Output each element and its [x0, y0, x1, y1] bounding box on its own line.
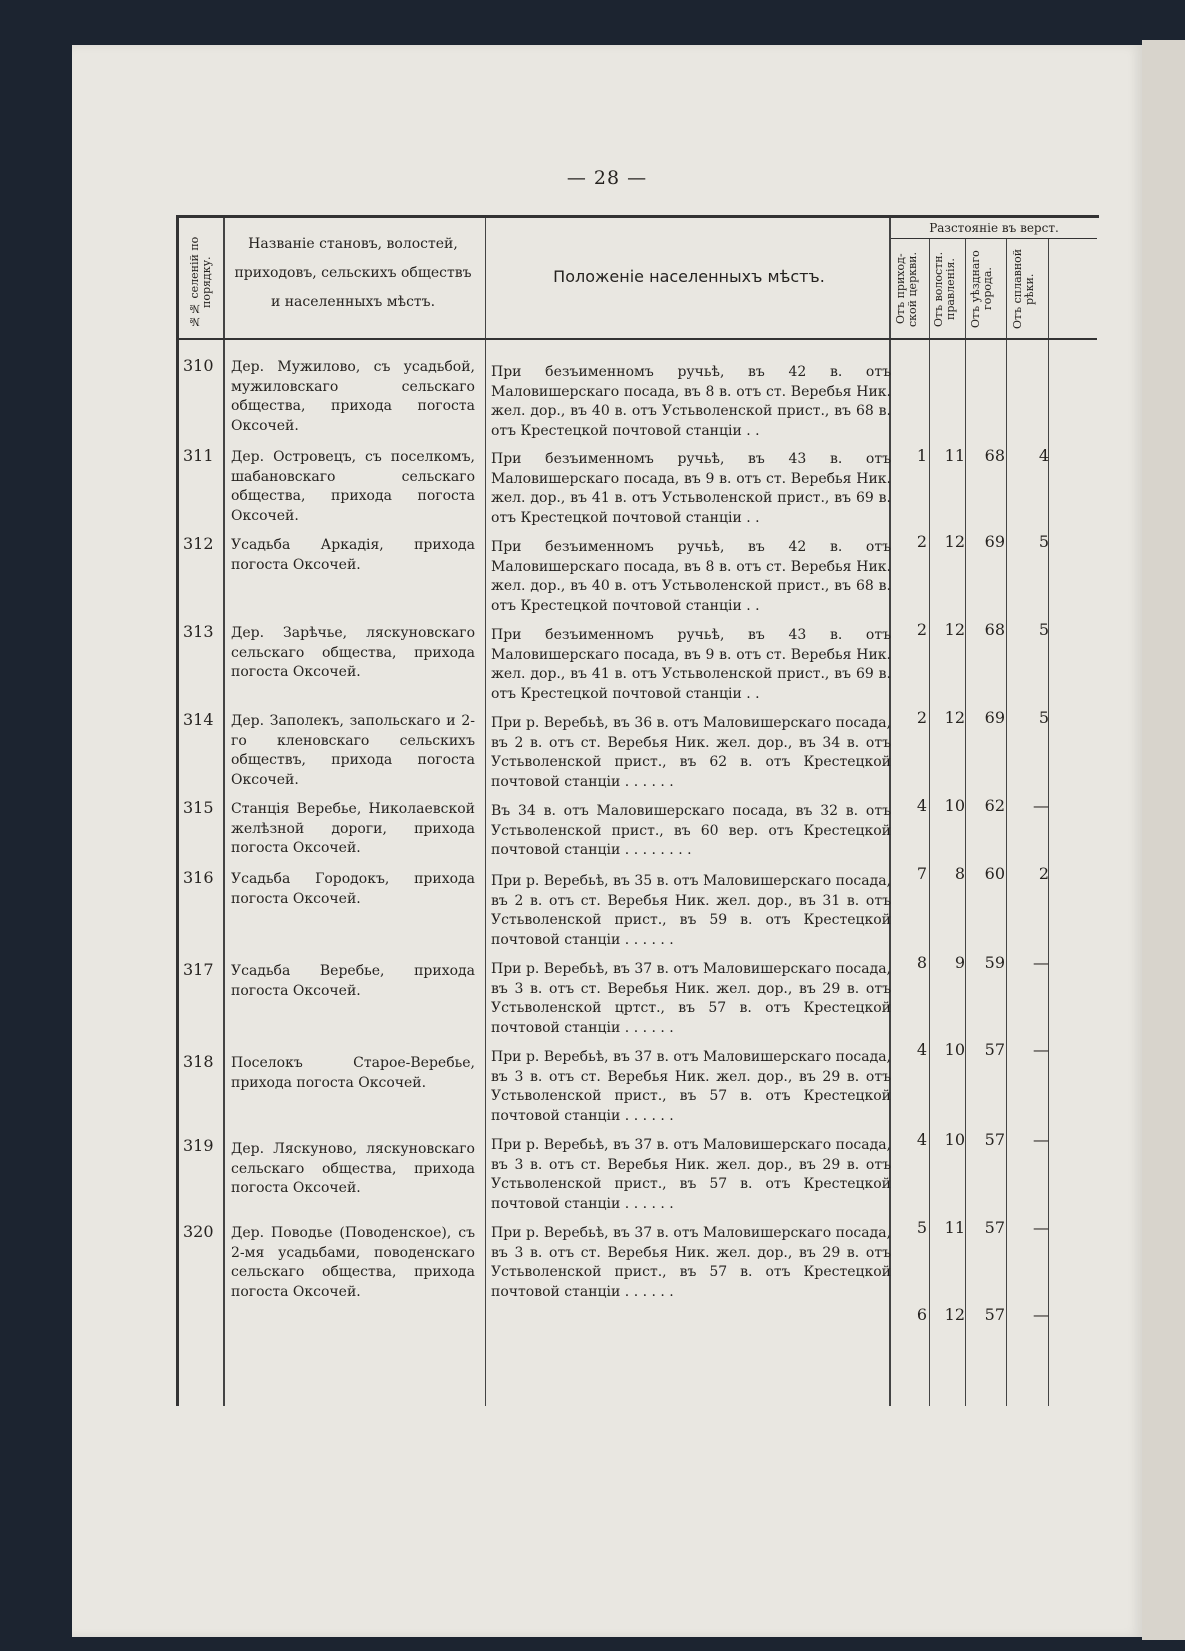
row-name: Поселокъ Старое-Веребье, прихода погоста Оксочей. — [231, 1055, 475, 1091]
dist-volost: 12 — [944, 620, 965, 639]
dist-church: 8 — [916, 953, 927, 972]
adjacent-page-edge — [1142, 40, 1185, 1640]
dist-volost: 11 — [944, 1218, 965, 1237]
dist-church: 2 — [916, 620, 927, 639]
row-position: При р. Веребьѣ, въ 37 в. отъ Маловишерскаго посада, въ 3 в. отъ ст. Веребья Ник. жел. дор., въ 29 в. отъ Устьволенской прист., въ 57 в. отъ Крестецкой почтовой станціи . . . . . . — [491, 1137, 891, 1212]
dist-river: 5 — [1038, 532, 1049, 551]
col-rule — [1006, 238, 1007, 1406]
dist-river: — — [1033, 1040, 1049, 1059]
row-number: 313 — [183, 622, 214, 641]
dist-town: 60 — [984, 864, 1005, 883]
dist-volost: 10 — [944, 796, 965, 815]
row-name: Дер. Островецъ, съ поселкомъ, шабановскаго сельскаго общества, прихода погоста Оксочей. — [231, 449, 475, 524]
row-position: При р. Веребьѣ, въ 37 в. отъ Маловишерскаго посада, въ 3 в. отъ ст. Веребья Ник. жел. дор., въ 29 в. отъ Устьволенской цртст., въ 57 в. отъ Крестецкой почтовой станціи . . . . . . — [491, 961, 891, 1036]
col-rule — [929, 238, 930, 1406]
header-name: Названіе становъ, волостей, приходовъ, сельскихъ обществъ и населенныхъ мѣстъ. — [234, 236, 472, 310]
dist-town: 57 — [984, 1218, 1005, 1237]
dist-volost: 12 — [944, 1305, 965, 1324]
row-position: При р. Веребьѣ, въ 37 в. отъ Маловишерскаго посада, въ 3 в. отъ ст. Веребья Ник. жел. дор., въ 29 в. отъ Устьволенской прист., въ 57 в. отъ Крестецкой почтовой станціи . . . . . . — [491, 1049, 891, 1124]
row-number: 319 — [183, 1136, 214, 1155]
row-number: 312 — [183, 534, 214, 553]
dist-river: 4 — [1038, 446, 1049, 465]
row-position: При р. Веребьѣ, въ 37 в. отъ Маловишерскаго посада, въ 3 в. отъ ст. Веребья Ник. жел. дор., въ 29 в. отъ Устьволенской прист., въ 57 в. отъ Крестецкой почтовой станціи . . . . . . — [491, 1225, 891, 1300]
dist-church: 4 — [916, 1040, 927, 1059]
row-number: 314 — [183, 710, 214, 729]
row-name: Усадьба Веребье, прихода погоста Оксочей. — [231, 963, 475, 999]
dist-church: 2 — [916, 532, 927, 551]
dist-volost: 12 — [944, 532, 965, 551]
dist-church: 2 — [916, 708, 927, 727]
dist-river: — — [1033, 1130, 1049, 1149]
header-num: №№ селеній по порядку. — [188, 236, 213, 328]
dist-river: — — [1033, 953, 1049, 972]
dist-town: 57 — [984, 1305, 1005, 1324]
row-number: 311 — [183, 446, 214, 465]
dist-church: 1 — [916, 446, 927, 465]
dist-church: 5 — [916, 1218, 927, 1237]
dist-river: — — [1033, 1218, 1049, 1237]
row-position: При безъименномъ ручьѣ, въ 43 в. отъ Маловишерскаго посада, въ 9 в. отъ ст. Веребья Ник. жел. дор., въ 41 в. отъ Устьволенской прист., въ 69 в. отъ Крестецкой почтовой станціи . . — [491, 451, 891, 526]
dist-river: 5 — [1038, 620, 1049, 639]
row-name: Дер. Мужилово, съ усадьбой, мужиловскаго сельскаго общества, прихода погоста Оксочей. — [231, 359, 475, 434]
row-name: Дер. Зарѣчье, ляскуновскаго сельскаго общества, прихода погоста Оксочей. — [231, 625, 475, 681]
distance-header-rule — [891, 238, 1097, 239]
header-dist-volost: Отъ волостн. правленія. — [932, 251, 957, 327]
header-distance: Разстояніе въ верст. — [929, 221, 1059, 235]
row-name: Усадьба Аркадія, прихода погоста Оксочей. — [231, 537, 475, 573]
row-position: При безъименномъ ручьѣ, въ 42 в. отъ Маловишерскаго посада, въ 8 в. отъ ст. Веребья Ник. жел. дор., въ 40 в. отъ Устьволенской прист., въ 68 в. отъ Крестецкой почтовой станціи . . — [491, 364, 891, 439]
dist-volost: 8 — [954, 864, 965, 883]
header-position: Положеніе населенныхъ мѣстъ. — [553, 267, 825, 286]
dist-church: 6 — [916, 1305, 927, 1324]
row-position: При безъименномъ ручьѣ, въ 42 в. отъ Маловишерскаго посада, въ 8 в. отъ ст. Веребья Ник. жел. дор., въ 40 в. отъ Устьволенской прист., въ 68 в. отъ Крестецкой почтовой станціи . . — [491, 539, 891, 614]
dist-river: 2 — [1038, 864, 1049, 883]
dist-volost: 10 — [944, 1130, 965, 1149]
header-rule — [179, 338, 1097, 340]
row-number: 317 — [183, 960, 214, 979]
dist-town: 57 — [984, 1130, 1005, 1149]
dist-volost: 11 — [944, 446, 965, 465]
dist-volost: 9 — [954, 953, 965, 972]
dist-church: 4 — [916, 1130, 927, 1149]
col-rule — [485, 218, 486, 1406]
header-dist-river: Отъ сплавной рѣки. — [1011, 248, 1036, 330]
dist-town: 69 — [984, 708, 1005, 727]
dist-church: 7 — [916, 864, 927, 883]
dist-town: 57 — [984, 1040, 1005, 1059]
book-page — [72, 45, 1142, 1637]
row-name: Станція Веребье, Николаевской желѣзной дороги, прихода погоста Оксочей. — [231, 801, 475, 857]
page-number: — 28 — — [566, 167, 648, 189]
dist-volost: 12 — [944, 708, 965, 727]
row-name: Дер. Заполекъ, запольскаго и 2-го кленовскаго сельскихъ обществъ, прихода погоста Оксочей. — [231, 713, 475, 788]
dist-river: — — [1033, 1305, 1049, 1324]
dist-river: 5 — [1038, 708, 1049, 727]
row-position: При р. Веребьѣ, въ 36 в. отъ Маловишерскаго посада, въ 2 в. отъ ст. Веребья Ник. жел. дор., въ 34 в. отъ Устьволенской прист., въ 62 в. отъ Крестецкой почтовой станціи . . . . . . — [491, 715, 891, 790]
col-rule — [965, 238, 966, 1406]
dist-town: 68 — [984, 620, 1005, 639]
settlements-table — [176, 215, 1099, 1406]
row-position: При безъименномъ ручьѣ, въ 43 в. отъ Маловишерскаго посада, въ 9 в. отъ ст. Веребья Ник. жел. дор., въ 41 в. отъ Устьволенской прист., въ 69 в. отъ Крестецкой почтовой станціи . . — [491, 627, 891, 702]
dist-town: 69 — [984, 532, 1005, 551]
row-number: 320 — [183, 1222, 214, 1241]
row-position: При р. Веребьѣ, въ 35 в. отъ Маловишерскаго посада, въ 2 в. отъ ст. Веребья Ник. жел. дор., въ 31 в. отъ Устьволенской прист., въ 59 в. отъ Крестецкой почтовой станціи . . . . . . — [491, 873, 891, 948]
row-name: Дер. Поводье (Поводенское), съ 2-мя усадьбами, поводенскаго сельскаго общества, прихода погоста Оксочей. — [231, 1225, 475, 1300]
header-dist-town: Отъ уѣзднаго города. — [969, 250, 994, 328]
row-number: 315 — [183, 798, 214, 817]
row-position: Въ 34 в. отъ Маловишерскаго посада, въ 32 в. отъ Устьволенской прист., въ 60 вер. отъ Крестецкой почтовой станціи . . . . . . . . — [491, 803, 891, 859]
row-name: Усадьба Городокъ, прихода погоста Оксочей. — [231, 871, 475, 907]
header-dist-church: Отъ приход-ской церкви. — [894, 251, 919, 327]
dist-church: 4 — [916, 796, 927, 815]
row-number: 310 — [183, 356, 214, 375]
row-number: 316 — [183, 868, 214, 887]
dist-town: 62 — [984, 796, 1005, 815]
row-number: 318 — [183, 1052, 214, 1071]
dist-town: 68 — [984, 446, 1005, 465]
dist-river: — — [1033, 796, 1049, 815]
dist-volost: 10 — [944, 1040, 965, 1059]
row-name: Дер. Ляскуново, ляскуновскаго сельскаго общества, прихода погоста Оксочей. — [231, 1141, 475, 1197]
dist-town: 59 — [984, 953, 1005, 972]
